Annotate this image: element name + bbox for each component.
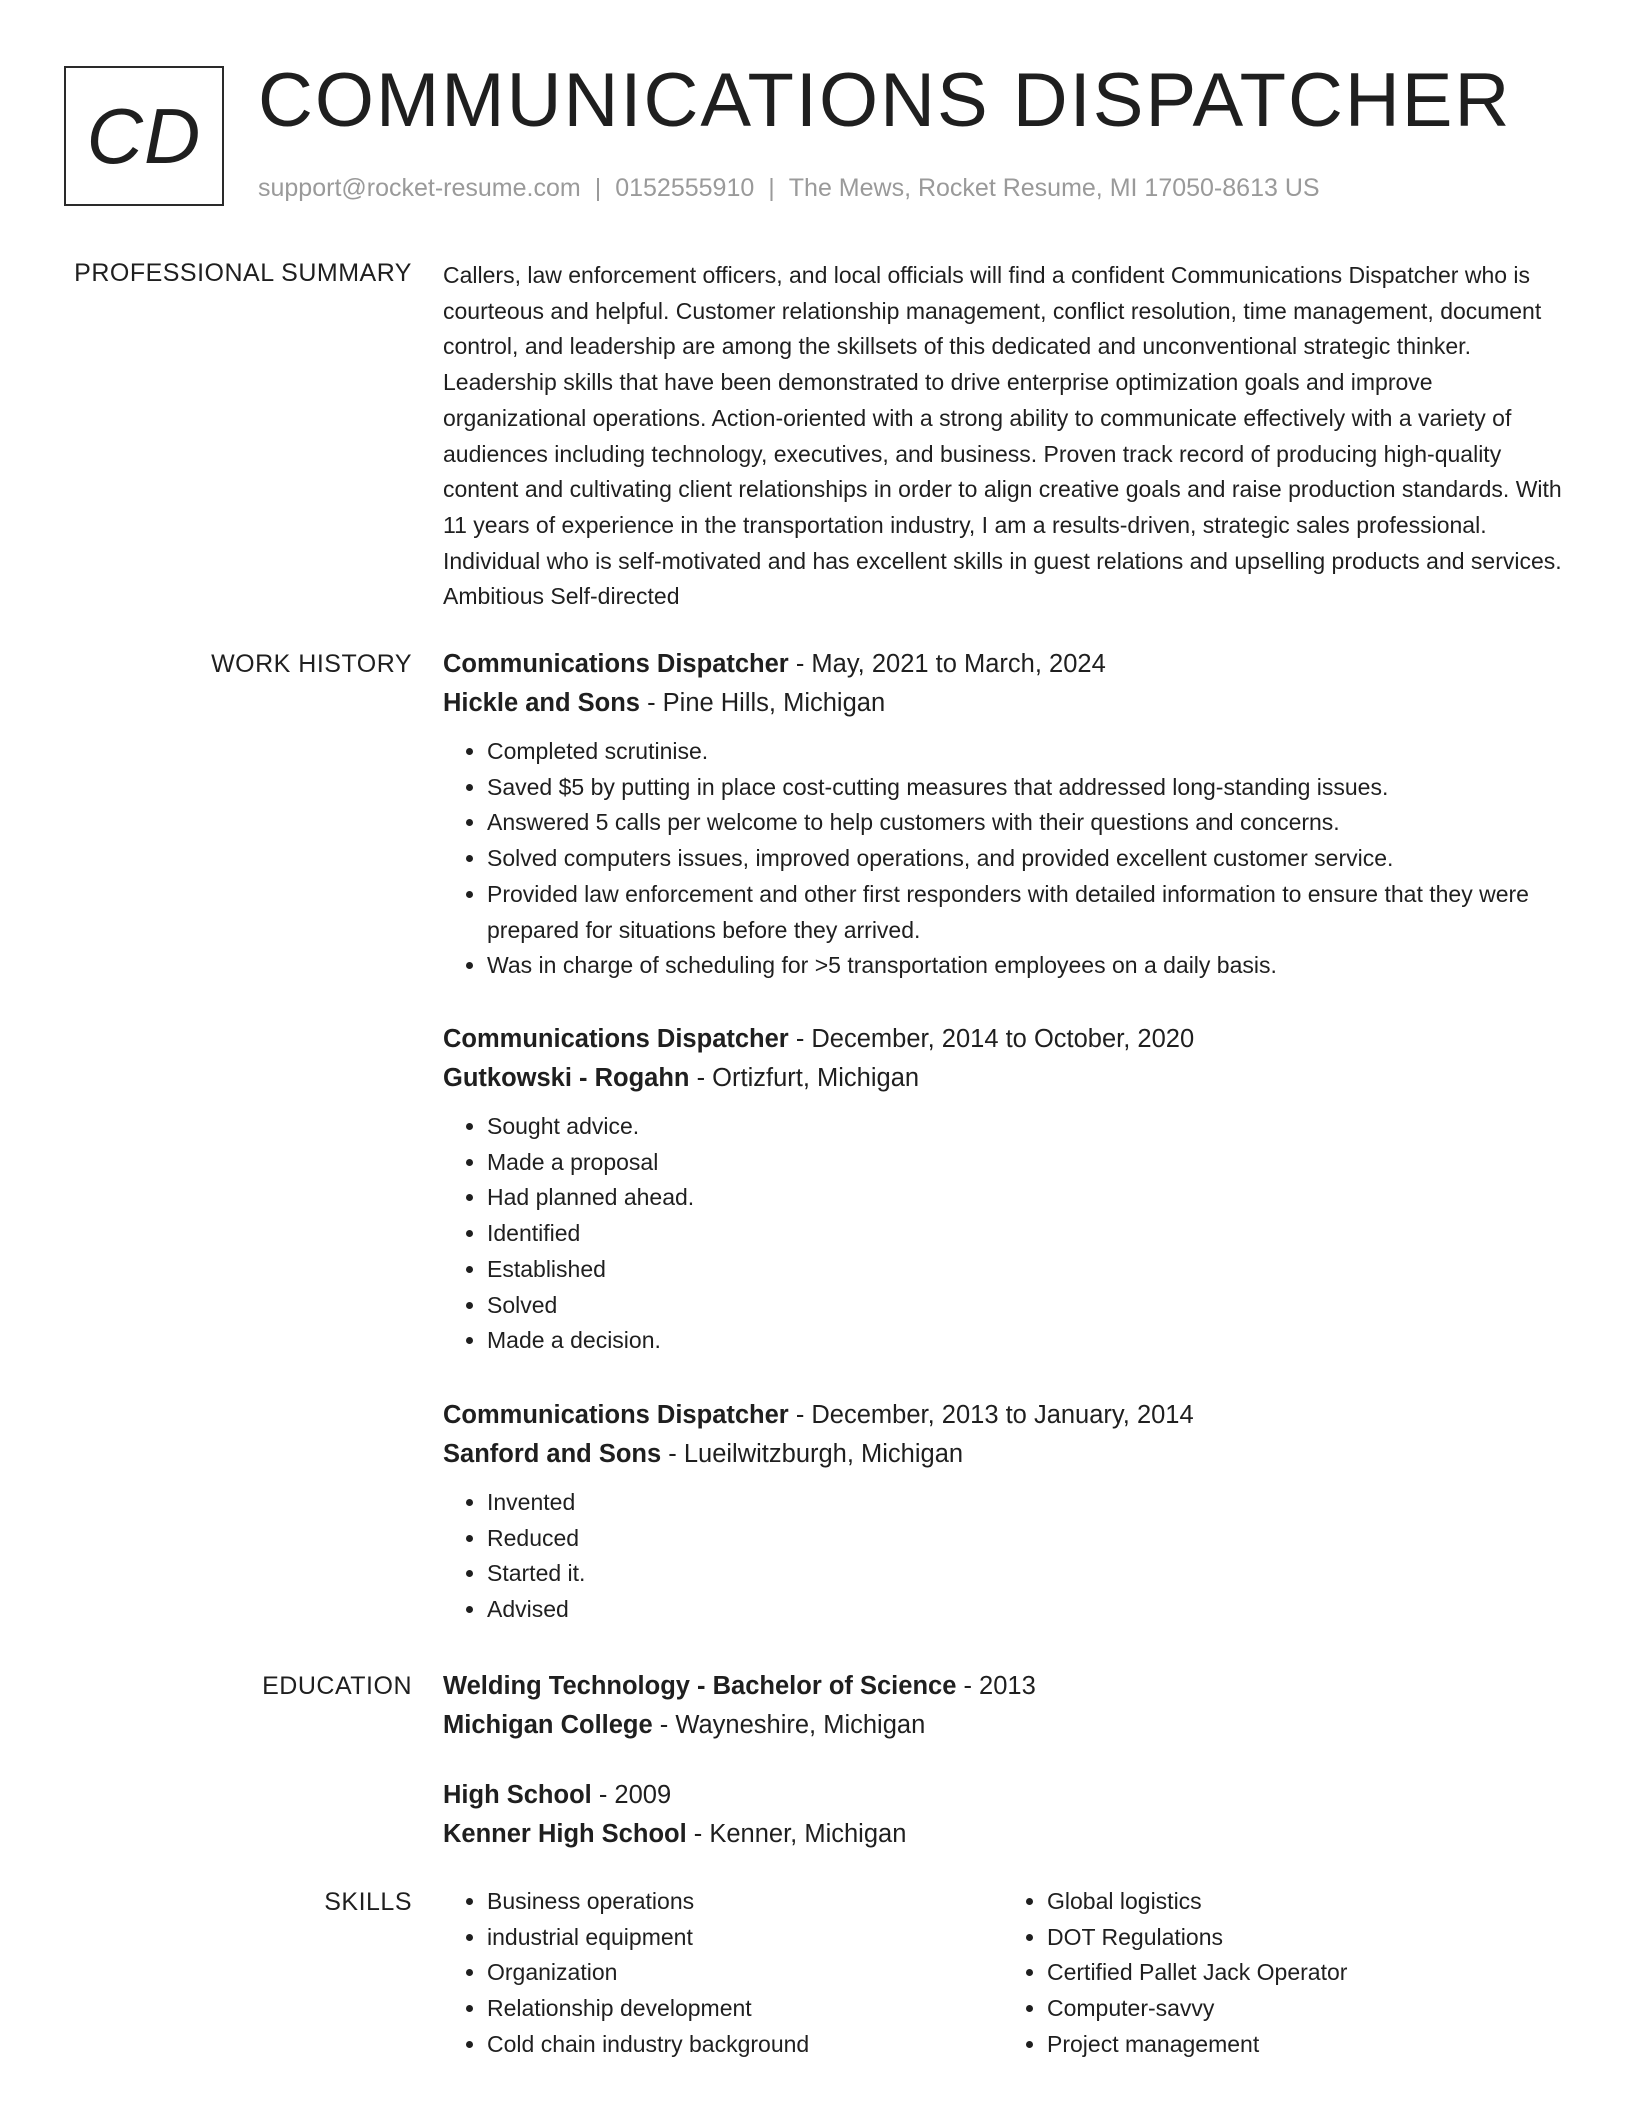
job-company-line bbox=[443, 1059, 1563, 1098]
education-school: Kenner High School bbox=[443, 1819, 687, 1848]
job-bullets bbox=[443, 1109, 1563, 1359]
education-location: - Wayneshire, Michigan bbox=[652, 1710, 926, 1739]
list-item: • DOT Regulations bbox=[1047, 1920, 1563, 1956]
job-location: - Ortizfurt, Michigan bbox=[689, 1063, 920, 1092]
skills-column-left bbox=[443, 1884, 1003, 2063]
education-year: - 2009 bbox=[591, 1781, 672, 1809]
list-item: • Saved $5 by putting in place cost-cutting measures that addressed long-standing issues. bbox=[487, 770, 1563, 806]
list-item: • Solved computers issues, improved operations, and provided excellent customer service. bbox=[487, 841, 1563, 877]
education-school: Michigan College bbox=[443, 1710, 653, 1739]
list-item: • Relationship development bbox=[487, 1991, 1003, 2027]
education-degree: High School bbox=[443, 1781, 592, 1809]
list-item: • Cold chain industry background bbox=[487, 2027, 1003, 2063]
job-location: - Lueilwitzburgh, Michigan bbox=[661, 1439, 964, 1468]
job-bullets bbox=[443, 734, 1563, 984]
contact-email: support@rocket-resume.com bbox=[258, 174, 581, 202]
job-title: Communications Dispatcher bbox=[443, 1401, 789, 1429]
list-item: • Answered 5 calls per welcome to help customers with their questions and concerns. bbox=[487, 805, 1563, 841]
list-item: • Advised bbox=[487, 1592, 1563, 1628]
list-item: • Reduced bbox=[487, 1521, 1563, 1557]
summary-text: Callers, law enforcement officers, and local officials will find a confident Communications Dispatcher who is courteous and helpful. Customer relationship management, conflict resolution, time management, document control, and leadership are among the skillsets of this dedicated and unconventional strategic thinker. Leadership skills that have been demonstrated to drive enterprise optimization goals and improve organizational operations. Action-oriented with a strong ability to communicate effectively with a variety of audiences including technology, executives, and business. Proven track record of producing high-quality content and cultivating client relationships in order to align creative goals and raise production standards. With 11 years of experience in the transportation industry, I am a results-driven, strategic sales professional. Individual who is self-motivated and has excellent skills in guest relations and upselling products and services. Ambitious Self-directed bbox=[443, 262, 1562, 610]
job-bullets bbox=[443, 1485, 1563, 1628]
skills-list bbox=[443, 1884, 1563, 2063]
list-item: • Organization bbox=[487, 1955, 1003, 1991]
job-company: Gutkowski - Rogahn bbox=[443, 1063, 690, 1092]
list-item: • Project management bbox=[1047, 2027, 1563, 2063]
job-title-line bbox=[443, 645, 1563, 684]
education-school-line bbox=[443, 1706, 1563, 1745]
list-item: • Completed scrutinise. bbox=[487, 734, 1563, 770]
job-location: - Pine Hills, Michigan bbox=[639, 688, 886, 717]
job-title: Communications Dispatcher bbox=[443, 650, 789, 678]
job-company: Hickle and Sons bbox=[443, 688, 640, 717]
education-degree-line bbox=[443, 1776, 1563, 1815]
section-label-skills: SKILLS bbox=[324, 1888, 412, 1916]
list-item: • Identified bbox=[487, 1216, 1563, 1252]
list-item: • Certified Pallet Jack Operator bbox=[1047, 1955, 1563, 1991]
list-item: • Made a decision. bbox=[487, 1323, 1563, 1359]
education-year: - 2013 bbox=[956, 1672, 1036, 1700]
education-degree: Welding Technology - Bachelor of Science bbox=[443, 1672, 957, 1700]
monogram-badge: CD bbox=[64, 66, 224, 206]
section-label-summary: PROFESSIONAL SUMMARY bbox=[74, 259, 412, 287]
education-entry bbox=[443, 1667, 1563, 1744]
education-school-line bbox=[443, 1815, 1563, 1854]
job-dates: - December, 2013 to January, 2014 bbox=[788, 1401, 1194, 1429]
job-entry bbox=[443, 1020, 1563, 1359]
job-dates: - May, 2021 to March, 2024 bbox=[788, 650, 1106, 678]
list-item: • Invented bbox=[487, 1485, 1563, 1521]
list-item: • Had planned ahead. bbox=[487, 1180, 1563, 1216]
education-degree-line bbox=[443, 1667, 1563, 1706]
job-title-line bbox=[443, 1020, 1563, 1059]
list-item: • Solved bbox=[487, 1288, 1563, 1324]
contact-line bbox=[258, 174, 1320, 203]
job-company-line bbox=[443, 1435, 1563, 1474]
education-location: - Kenner, Michigan bbox=[686, 1819, 907, 1848]
skills-column-right bbox=[1003, 1884, 1563, 2063]
job-title: Communications Dispatcher bbox=[443, 1025, 789, 1053]
job-company-line bbox=[443, 684, 1563, 723]
section-label-education: EDUCATION bbox=[262, 1672, 412, 1700]
contact-address: The Mews, Rocket Resume, MI 17050-8613 US bbox=[788, 174, 1320, 202]
contact-phone: 0152555910 bbox=[615, 174, 755, 202]
list-item: • Sought advice. bbox=[487, 1109, 1563, 1145]
list-item: • Was in charge of scheduling for >5 transportation employees on a daily basis. bbox=[487, 948, 1563, 984]
list-item: • Established bbox=[487, 1252, 1563, 1288]
list-item: • Made a proposal bbox=[487, 1145, 1563, 1181]
list-item: • Business operations bbox=[487, 1884, 1003, 1920]
education-entry bbox=[443, 1776, 1563, 1853]
list-item: • Computer-savvy bbox=[1047, 1991, 1563, 2027]
list-item: • Global logistics bbox=[1047, 1884, 1563, 1920]
section-label-work-history: WORK HISTORY bbox=[211, 650, 412, 678]
list-item: • Provided law enforcement and other first responders with detailed information to ensure that they were prepared for situations before they arrived. bbox=[487, 877, 1563, 948]
job-title-line bbox=[443, 1396, 1563, 1435]
page-title: COMMUNICATIONS DISPATCHER bbox=[258, 58, 1512, 143]
list-item: • Started it. bbox=[487, 1556, 1563, 1592]
contact-separator: | bbox=[594, 174, 602, 202]
job-entry bbox=[443, 645, 1563, 984]
job-company: Sanford and Sons bbox=[443, 1439, 662, 1468]
job-entry bbox=[443, 1396, 1563, 1628]
job-dates: - December, 2014 to October, 2020 bbox=[788, 1025, 1195, 1053]
contact-separator: | bbox=[768, 174, 775, 202]
list-item: • industrial equipment bbox=[487, 1920, 1003, 1956]
